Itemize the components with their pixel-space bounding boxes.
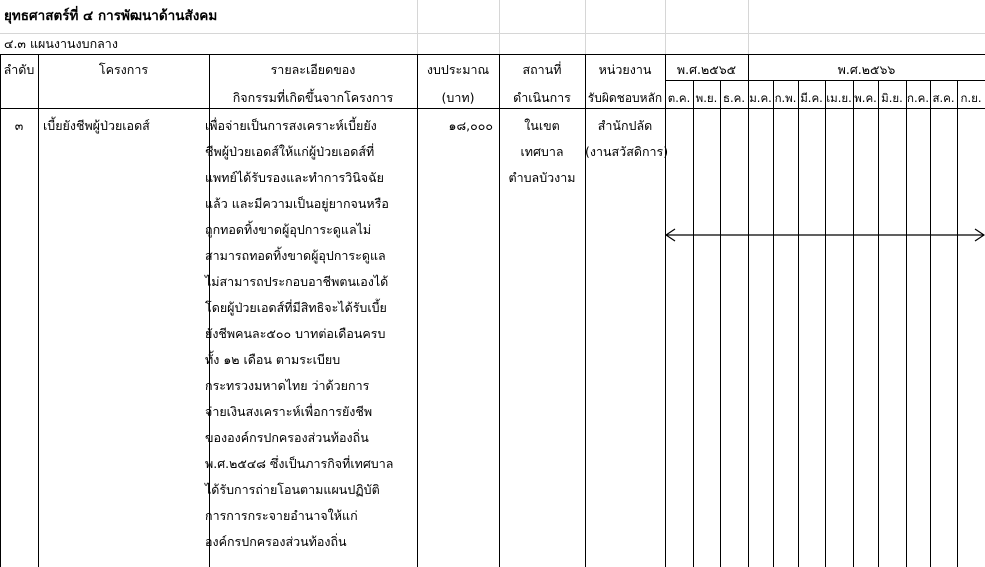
- header-seq: ลำดับ: [3, 62, 35, 77]
- table-border: [665, 54, 666, 567]
- month-header: พ.ย.: [695, 91, 718, 105]
- detail-line: แพทย์ได้รับรองและทำการวินิจฉัย: [205, 170, 384, 185]
- detail-line: ชีพผู้ป่วยเอดส์ให้แก่ผู้ป่วยเอดส์ที่: [205, 144, 375, 159]
- detail-line: แล้ว และมีความเป็นอยู่ยากจนหรือ: [205, 196, 389, 211]
- gridline: [585, 0, 586, 54]
- detail-line: ขององค์กรปกครองส่วนท้องถิ่น: [205, 430, 369, 445]
- detail-line: กระทรวงมหาดไทย ว่าด้วยการ: [205, 378, 370, 393]
- unit-line: สำนักปลัด: [597, 118, 653, 133]
- month-header: ก.ย.: [960, 91, 982, 105]
- detail-line: โดยผู้ป่วยเอดส์ที่มีสิทธิจะได้รับเบี้ย: [205, 300, 387, 315]
- unit-line: (งานสวัสดิการ): [585, 144, 669, 159]
- header-detail: รายละเอียดของ: [270, 62, 356, 77]
- gridline: [0, 33, 985, 34]
- detail-line: พ.ศ.๒๕๔๘ ซึ่งเป็นภารกิจที่เทศบาล: [205, 456, 394, 471]
- detail-line: ถูกทอดทิ้งขาดผู้อุปการะดูแลไม่: [205, 222, 372, 237]
- detail-line: จ่ายเงินสงเคราะห์เพื่อการยังชีพ: [205, 404, 373, 419]
- detail-line: ยังชีพคนละ๕๐๐ บาทต่อเดือนครบ: [205, 326, 386, 341]
- month-header: มี.ค.: [800, 91, 823, 105]
- table-border: [0, 54, 985, 55]
- location-line: เทศบาล: [520, 144, 564, 159]
- timeline-arrow: [665, 226, 985, 244]
- table-border: [0, 108, 985, 109]
- month-header: ธ.ค.: [722, 91, 746, 105]
- month-header: เม.ย.: [826, 91, 852, 105]
- table-border: [798, 80, 799, 567]
- sheet-title: ยุทธศาสตร์ที่ ๔ การพัฒนาด้านสังคม: [4, 8, 218, 24]
- table-border: [693, 80, 694, 567]
- row-seq: ๓: [14, 118, 24, 133]
- location-line: ตำบลบัวงาม: [508, 170, 576, 185]
- month-header: ส.ค.: [932, 91, 955, 105]
- gridline: [499, 0, 500, 54]
- row-project: เบี้ยยังชีพผู้ป่วยเอดส์: [43, 118, 150, 133]
- row-budget: ๑๘,๐๐๐: [448, 118, 493, 133]
- header-budget: งบประมาณ: [426, 62, 490, 77]
- header-project: โครงการ: [98, 62, 149, 77]
- header-unit: หน่วยงาน: [598, 62, 652, 77]
- header-budget-sub: (บาท): [441, 90, 475, 105]
- sheet-subtitle: ๔.๓ แผนงานงบกลาง: [4, 36, 118, 51]
- detail-line: ได้รับการถ่ายโอนตามแผนปฏิบัติ: [205, 482, 380, 497]
- table-border: [748, 54, 749, 567]
- month-header: มิ.ย.: [881, 91, 903, 105]
- table-border: [38, 54, 39, 567]
- detail-line: เพื่อจ่ายเป็นการสงเคราะห์เบี้ยยัง: [205, 118, 377, 133]
- month-header: ต.ค.: [667, 91, 691, 105]
- table-border: [773, 80, 774, 567]
- table-border: [878, 80, 879, 567]
- header-year-2566: พ.ศ.๒๕๖๖: [837, 62, 896, 77]
- detail-line: สามารถทอดทิ้งขาดผู้อุปการะดูแล: [205, 248, 386, 263]
- header-unit-sub: รับผิดชอบหลัก: [587, 91, 663, 105]
- header-year-2565: พ.ศ.๒๕๖๕: [676, 62, 737, 77]
- location-line: ในเขต: [524, 118, 560, 133]
- month-header: ม.ค.: [749, 91, 772, 105]
- header-location-sub: ดำเนินการ: [513, 90, 571, 105]
- detail-line: การการกระจายอำนาจให้แก่: [205, 508, 358, 523]
- month-header: ก.ค.: [907, 91, 929, 105]
- gridline: [748, 0, 749, 54]
- table-border: [720, 80, 721, 567]
- month-header: ก.พ.: [774, 91, 797, 105]
- month-header: พ.ค.: [854, 91, 877, 105]
- gridline: [417, 0, 418, 54]
- gridline: [665, 0, 666, 54]
- table-border: [930, 80, 931, 567]
- detail-line: ทั้ง ๑๒ เดือน ตามระเบียบ: [205, 352, 341, 367]
- table-border: [957, 80, 958, 567]
- header-location: สถานที่: [522, 62, 562, 77]
- detail-line: ไม่สามารถประกอบอาชีพตนเองได้: [205, 274, 389, 289]
- header-detail-sub: กิจกรรมที่เกิดขึ้นจากโครงการ: [232, 90, 394, 105]
- table-border: [906, 80, 907, 567]
- detail-line: องค์กรปกครองส่วนท้องถิ่น: [205, 534, 347, 549]
- table-border: [825, 80, 826, 567]
- table-border: [853, 80, 854, 567]
